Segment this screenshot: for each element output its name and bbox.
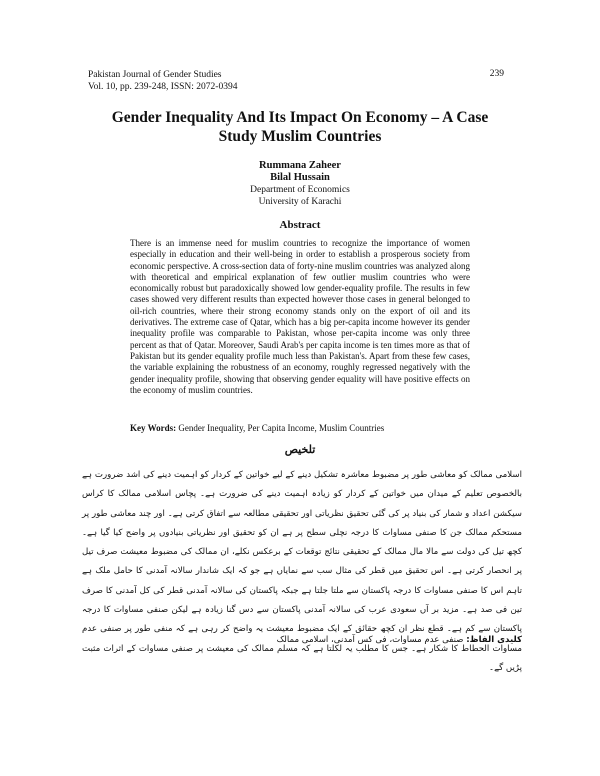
author-department: Department of Economics — [250, 185, 350, 195]
page-number: 239 — [489, 69, 504, 79]
keywords-label: Key Words: — [130, 423, 177, 433]
author-block — [0, 160, 600, 208]
paper-title: Gender Inequality And Its Impact On Economy – A Case Study Muslim Countries — [111, 109, 489, 145]
author-university: University of Karachi — [258, 197, 342, 207]
urdu-abstract-heading: تلخیص — [284, 444, 316, 456]
urdu-keywords-line — [82, 635, 522, 645]
journal-name: Pakistan Journal of Gender Studies — [88, 70, 222, 80]
abstract-text: There is an immense need for muslim countries to recognize the importance of women especially in education and their well-being in order to establish a prosperous society from economic perspective. A cross-section data of forty-nine muslim countries was analyzed along with theoretical and empirical explanation of few outlier muslim countries who were economically robust but paradoxically showed low gender-equality profile. The results in few cases showed very different results than expected however those cases in general belonged to oil-rich countries, where their strong economy stands only on the export of oil and its derivatives. The extreme case of Qatar, which has a big per-capita income however its gender inequality profile was comparable to Pakistan, whose per-capita income was only three percent as that of Qatar. Moreover, Saudi Arab's per capita income is ten times more as that of Pakistan but its gender equality profile much less than Pakistan's. Apart from these few cases, the variable explaining the robustness of an economy, roughly regressed negatively with the gender inequality profile, showing that observing gender equality will have positive effects on the economy of muslim countries. — [130, 238, 470, 395]
urdu-abstract-text: اسلامی ممالک کو معاشی طور پر مضبوط معاشرہ تشکیل دینے کے لیے خواتین کے کردار کو اہمیت دینے کی اشد ضرورت ہے بالخصوص تعلیم کے میدان میں خواتین کے کردار کو زیادہ اہمیت دینے کی ضرورت ہے۔ پچاس اسلامی ممالک کا کراس سیکشن اعداد و شمار کی بنیاد پر کی گئی تحقیق نظریاتی اور تحقیقی مطالعہ سے اتفاق کرتی ہے۔ اور چند معاشی طور پر مستحکم ممالک جن کا صنفی مساوات کا درجہ نچلی سطح پر ہے ان کو تحقیق اور نظریاتی بنیادوں پر واضح کیا گیا ہے۔ کچھ تیل کی دولت سے مالا مال ممالک کے تحقیقی نتائج توقعات کے برعکس نکلے، ان ممالک کی مضبوط معیشت صرف تیل پر انحصار کرتی ہے۔ اس تحقیق میں قطر کی مثال سب سے نمایاں ہے جو کہ ایک شاندار سالانہ آمدنی کا حامل ملک ہے تاہم اس کا صنفی مساوات کا درجہ پاکستان سے ملتا جلتا ہے جبکہ پاکستان کی سالانہ آمدنی قطر کی کل آمدنی کا صرف تین فی صد ہے۔ مزید بر آں سعودی عرب کی سالانہ آمدنی پاکستان سے دس گنا زیادہ ہے لیکن صنفی مساوات کا درجہ پاکستان سے کم ہے۔ قطع نظر ان کچھ حقائق کے ایک مضبوط معیشت یہ واضح کر رہی ہے کہ منفی طور پر صنفی عدم مساوات الحطاط کا شکار ہے۔ جس کا مطلب یہ لکلتا ہے کہ مسلم ممالک کی معیشت پر صنفی مساوات کے اثرات مثبت پڑیں گے۔ — [82, 470, 522, 673]
abstract-heading: Abstract — [279, 219, 321, 231]
author-name-1: Rummana Zaheer — [259, 160, 341, 171]
urdu-abstract-body — [82, 466, 522, 678]
author-name-2: Bilal Hussain — [270, 172, 330, 183]
journal-volume: Vol. 10, pp. 239-248, ISSN: 2072-0394 — [88, 82, 238, 92]
urdu-keywords-label: کلیدی الفاظ: — [466, 635, 522, 645]
journal-header — [88, 69, 237, 93]
abstract-body — [130, 238, 470, 396]
keywords-text: Gender Inequality, Per Capita Income, Muslim Countries — [178, 423, 385, 433]
urdu-keywords-text: صنفی عدم مساوات، فی کس آمدنی، اسلامی ممالک — [276, 635, 464, 645]
keywords-line — [130, 423, 470, 433]
